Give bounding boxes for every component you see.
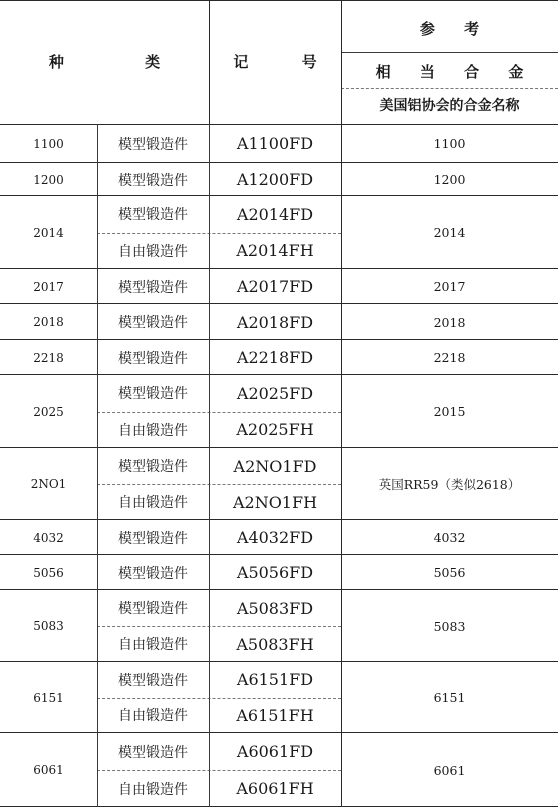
alloy-symbol-cell: A6061FH <box>236 779 314 798</box>
header-reference: 参 考 <box>419 19 492 38</box>
column-divider <box>97 196 98 269</box>
column-divider <box>341 163 342 196</box>
alloy-symbol-cell: A1100FD <box>236 134 314 153</box>
column-divider <box>341 196 342 269</box>
forging-type-cell: 模型锻造件 <box>118 207 188 224</box>
reference-alloy-cell: 2015 <box>433 404 466 419</box>
reference-alloy-cell: 6061 <box>433 762 466 778</box>
column-divider <box>209 590 210 662</box>
column-divider <box>341 124 342 163</box>
column-divider <box>341 375 342 448</box>
alloy-symbol-cell: A2025FH <box>236 420 314 440</box>
alloy-kind-cell: 2018 <box>33 315 64 329</box>
alloy-kind-cell: 1100 <box>33 136 64 151</box>
alloy-kind-cell: 5083 <box>33 619 64 633</box>
alloy-symbol-cell: A5056FD <box>236 563 314 582</box>
forging-type-cell: 自由锻造件 <box>118 495 188 511</box>
reference-alloy-cell: 2014 <box>433 225 466 240</box>
column-divider <box>341 662 342 733</box>
header-divider-2 <box>341 0 342 124</box>
header-kind: 种 类 <box>48 53 199 71</box>
column-divider <box>209 304 210 340</box>
column-divider <box>341 520 342 555</box>
column-divider <box>97 733 98 807</box>
alloy-kind-cell: 5056 <box>33 565 64 580</box>
alloy-kind-cell: 2017 <box>33 279 64 294</box>
alloy-kind-cell: 2NO1 <box>30 477 67 491</box>
sub-row-divider <box>97 233 341 234</box>
column-divider <box>97 555 98 590</box>
alloy-symbol-cell: A6151FD <box>236 670 314 690</box>
alloy-symbol-cell: A2014FH <box>236 241 314 261</box>
forging-type-cell: 模型锻造件 <box>118 744 188 761</box>
forging-type-cell: 模型锻造件 <box>118 279 188 296</box>
forging-type-cell: 自由锻造件 <box>118 708 188 725</box>
header-aa-alloy-name: 美国铝协会的合金名称 <box>379 98 520 114</box>
header-equivalent-alloy: 相 当 合 金 <box>375 62 536 81</box>
alloy-symbol-cell: A2NO1FH <box>232 492 318 512</box>
alloy-symbol-cell: A2025FD <box>236 383 314 403</box>
reference-alloy-cell: 4032 <box>433 530 466 545</box>
alloy-symbol-cell: A5083FD <box>236 598 314 618</box>
alloy-kind-cell: 2218 <box>33 350 64 365</box>
alloy-kind-cell: 2014 <box>33 225 64 240</box>
reference-alloy-cell: 英国RR59（类似2618） <box>378 477 521 492</box>
reference-alloy-cell: 2018 <box>433 314 466 330</box>
column-divider <box>209 733 210 807</box>
alloy-kind-cell: 6151 <box>33 690 64 705</box>
column-divider <box>209 375 210 448</box>
reference-alloy-cell: 1100 <box>433 136 466 151</box>
header-sub-line-2 <box>341 88 558 89</box>
column-divider <box>97 590 98 662</box>
forging-type-cell: 模型锻造件 <box>118 136 188 153</box>
sub-row-divider <box>97 770 341 771</box>
alloy-symbol-cell: A2014FD <box>236 204 314 224</box>
column-divider <box>97 375 98 448</box>
alloy-kind-cell: 4032 <box>33 530 64 545</box>
column-divider <box>341 448 342 520</box>
reference-alloy-cell: 5056 <box>433 565 466 580</box>
column-divider <box>97 448 98 520</box>
forging-type-cell: 模型锻造件 <box>118 350 188 367</box>
forging-type-cell: 模型锻造件 <box>118 315 188 331</box>
column-divider <box>97 340 98 375</box>
alloy-symbol-cell: A2NO1FD <box>233 456 317 476</box>
alloy-symbol-cell: A2218FD <box>236 348 314 367</box>
column-divider <box>341 733 342 807</box>
forging-type-cell: 自由锻造件 <box>118 781 188 798</box>
forging-type-cell: 模型锻造件 <box>118 530 188 547</box>
column-divider <box>209 520 210 555</box>
column-divider <box>209 555 210 590</box>
column-divider <box>341 555 342 590</box>
sub-row-divider <box>97 698 341 699</box>
header-sub-line <box>341 52 558 53</box>
column-divider <box>341 340 342 375</box>
column-divider <box>97 163 98 196</box>
column-divider <box>341 269 342 304</box>
alloy-kind-cell: 1200 <box>33 172 64 187</box>
reference-alloy-cell: 6151 <box>433 690 466 705</box>
column-divider <box>341 590 342 662</box>
column-divider <box>209 340 210 375</box>
header-divider-1 <box>209 0 210 124</box>
forging-type-cell: 模型锻造件 <box>118 386 188 403</box>
column-divider <box>97 304 98 340</box>
column-divider <box>97 520 98 555</box>
alloy-symbol-cell: A5083FH <box>236 634 314 654</box>
column-divider <box>341 304 342 340</box>
column-divider <box>97 662 98 733</box>
alloy-symbol-cell: A2018FD <box>236 312 314 332</box>
column-divider <box>209 448 210 520</box>
column-divider <box>209 163 210 196</box>
reference-alloy-cell: 5083 <box>433 618 466 634</box>
forging-type-cell: 模型锻造件 <box>118 672 188 689</box>
alloy-symbol-cell: A6151FH <box>236 705 314 725</box>
alloy-symbol-cell: A1200FD <box>236 170 314 189</box>
reference-alloy-cell: 2017 <box>433 279 466 294</box>
forging-type-cell: 自由锻造件 <box>118 637 188 653</box>
alloy-symbol-cell: A4032FD <box>236 528 314 547</box>
forging-type-cell: 模型锻造件 <box>118 172 188 189</box>
sub-row-divider <box>97 412 341 413</box>
column-divider <box>209 196 210 269</box>
header-symbol: 记 号 <box>233 53 341 71</box>
column-divider <box>97 124 98 163</box>
forging-type-cell: 模型锻造件 <box>118 601 188 617</box>
forging-type-cell: 模型锻造件 <box>118 565 188 582</box>
column-divider <box>97 269 98 304</box>
alloy-symbol-cell: A2017FD <box>236 277 314 296</box>
alloy-kind-cell: 2025 <box>33 404 64 419</box>
reference-alloy-cell: 2218 <box>433 350 466 365</box>
column-divider <box>209 662 210 733</box>
forging-type-cell: 自由锻造件 <box>118 243 188 260</box>
forging-type-cell: 自由锻造件 <box>118 422 188 439</box>
alloy-kind-cell: 6061 <box>33 763 64 777</box>
column-divider <box>209 269 210 304</box>
alloy-symbol-cell: A6061FD <box>236 742 314 761</box>
sub-row-divider <box>97 484 341 485</box>
forging-type-cell: 模型锻造件 <box>118 459 188 475</box>
reference-alloy-cell: 1200 <box>433 172 466 187</box>
sub-row-divider <box>97 626 341 627</box>
top-border <box>0 0 558 1</box>
column-divider <box>209 124 210 163</box>
